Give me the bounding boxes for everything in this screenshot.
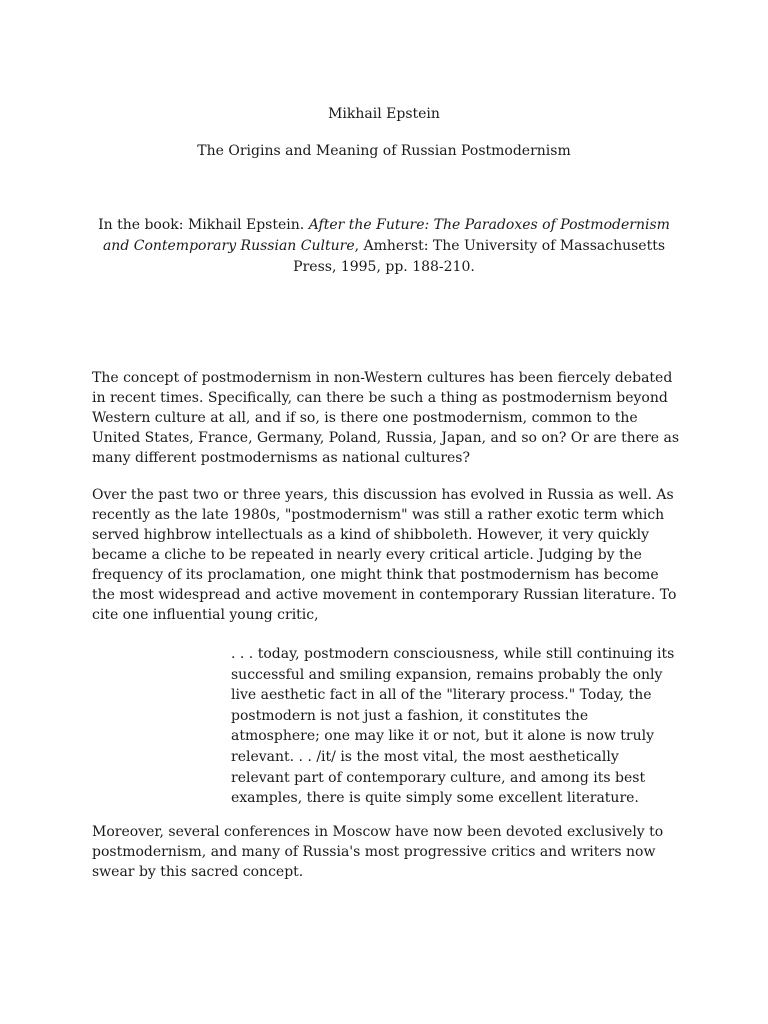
body-paragraph: Over the past two or three years, this discussion has evolved in Russia as well. As recently as the late 1980s, "postmodernism" was still a rather exotic term which served highbrow intellectuals as a kind of shibboleth. However, it very quickly became a cliche to be repeated in nearly every critical article. Judging by the frequency of its proclamation, one might think that postmodernism has become the most widespread and active movement in contemporary Russian literature. To cite one influential young critic, (92, 487, 677, 623)
citation-suffix: , Amherst: The University of Massachusetts Press, 1995, pp. 188-210. (293, 238, 666, 275)
citation-book-title: After the Future: The Paradoxes of Postmodernism and Contemporary Russian Culture (102, 217, 670, 254)
body-paragraph: Moreover, several conferences in Moscow have now been devoted exclusively to postmodernism, and many of Russia's most progressive critics and writers now swear by this sacred concept. (92, 824, 664, 880)
article-title: The Origins and Meaning of Russian Postmodernism (197, 143, 571, 159)
author-name: Mikhail Epstein (328, 106, 440, 122)
citation-prefix: In the book: Mikhail Epstein. (98, 217, 309, 233)
block-quote: . . . today, postmodern consciousness, while still continuing its successful and smiling expansion, remains probably the only live aesthetic fact in all of the "literary process." Today, the postmodern is not just a fashion, it constitutes the atmosphere; one may like it or not, but it alone is now truly relevant. . . /it/ is the most vital, the most aesthetically relevant part of contemporary culture, and among its best examples, there is quite simply some excellent literature. (231, 646, 675, 807)
citation (90, 215, 678, 278)
body-paragraph: The concept of postmodernism in non-Western cultures has been fiercely debated in recent times. Specifically, can there be such a thing as postmodernism beyond Western culture at all, and if so, is there one postmodernism, common to the United States, France, Germany, Poland, Russia, Japan, and so on? Or are there as many different postmodernisms as national cultures? (92, 370, 680, 466)
